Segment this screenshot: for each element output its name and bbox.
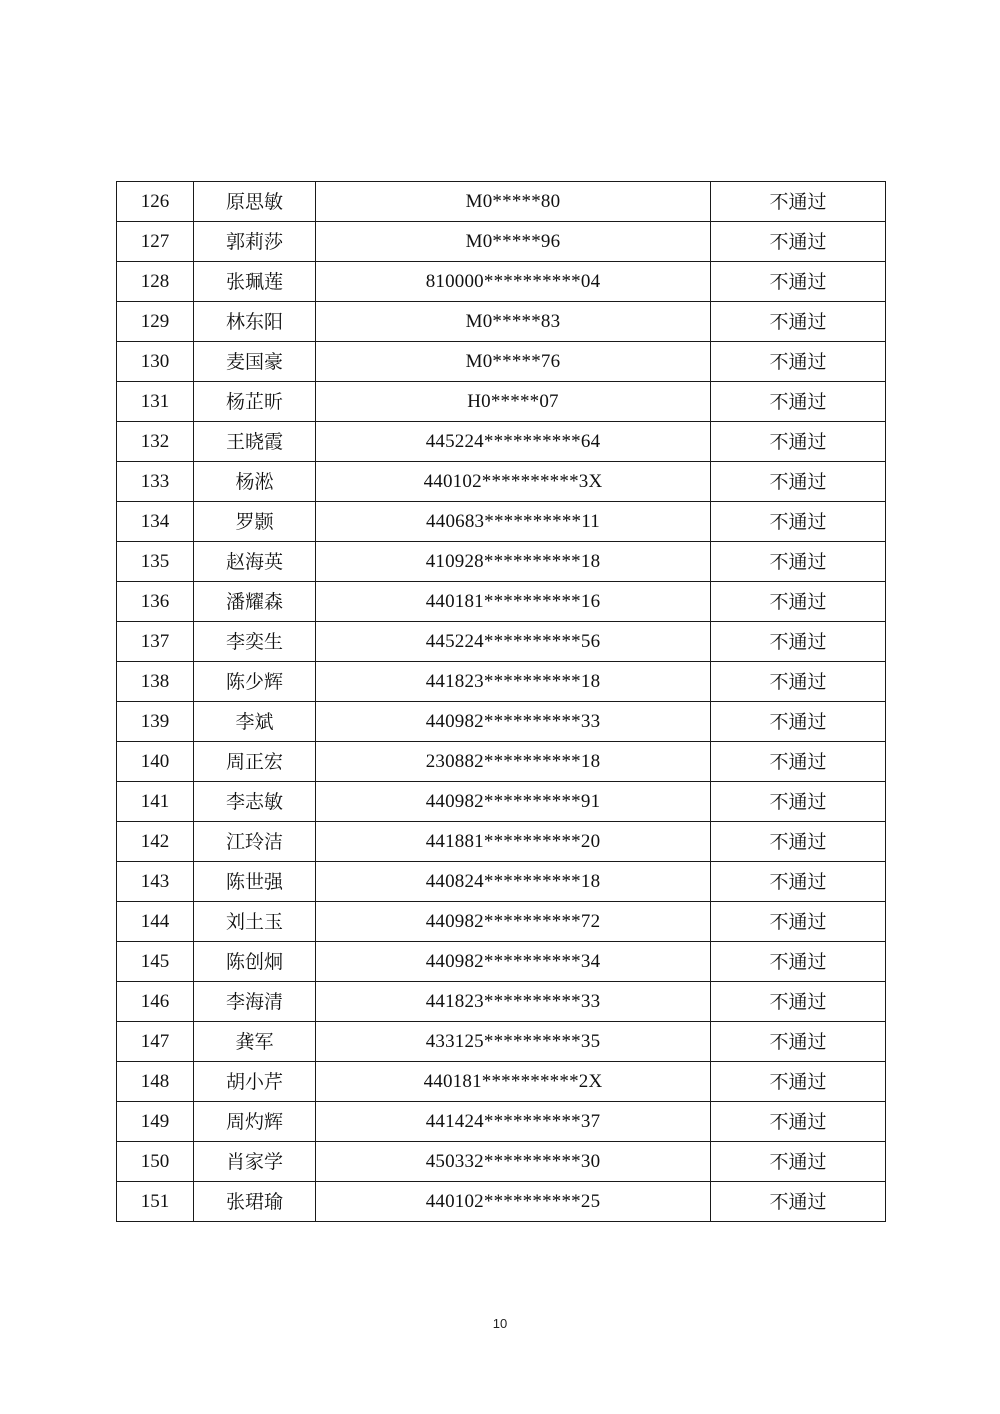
row-number-cell: 138 — [117, 662, 194, 702]
name-cell: 张珺瑜 — [194, 1182, 316, 1222]
id-number-cell: 230882**********18 — [316, 742, 711, 782]
name-cell: 周正宏 — [194, 742, 316, 782]
id-number-cell: 440102**********3X — [316, 462, 711, 502]
result-cell: 不通过 — [711, 822, 886, 862]
name-cell: 林东阳 — [194, 302, 316, 342]
table-row — [117, 1142, 886, 1182]
id-number-cell: 440824**********18 — [316, 862, 711, 902]
table-row — [117, 1062, 886, 1102]
row-number-cell: 132 — [117, 422, 194, 462]
result-cell: 不通过 — [711, 422, 886, 462]
name-cell: 刘土玉 — [194, 902, 316, 942]
result-cell: 不通过 — [711, 902, 886, 942]
row-number-cell: 134 — [117, 502, 194, 542]
table-row — [117, 462, 886, 502]
row-number-cell: 130 — [117, 342, 194, 382]
result-cell: 不通过 — [711, 702, 886, 742]
name-cell: 胡小芹 — [194, 1062, 316, 1102]
result-cell: 不通过 — [711, 582, 886, 622]
row-number-cell: 128 — [117, 262, 194, 302]
table-row — [117, 1022, 886, 1062]
row-number-cell: 136 — [117, 582, 194, 622]
id-number-cell: 441823**********18 — [316, 662, 711, 702]
id-number-cell: M0*****80 — [316, 182, 711, 222]
name-cell: 李海清 — [194, 982, 316, 1022]
row-number-cell: 144 — [117, 902, 194, 942]
id-number-cell: 445224**********56 — [316, 622, 711, 662]
id-number-cell: 440982**********33 — [316, 702, 711, 742]
row-number-cell: 139 — [117, 702, 194, 742]
result-cell: 不通过 — [711, 1182, 886, 1222]
id-number-cell: 440102**********25 — [316, 1182, 711, 1222]
table-row — [117, 182, 886, 222]
result-cell: 不通过 — [711, 622, 886, 662]
id-number-cell: 433125**********35 — [316, 1022, 711, 1062]
table-row — [117, 702, 886, 742]
id-number-cell: 450332**********30 — [316, 1142, 711, 1182]
table-row — [117, 1182, 886, 1222]
result-cell: 不通过 — [711, 782, 886, 822]
results-table — [116, 181, 886, 1222]
id-number-cell: 441424**********37 — [316, 1102, 711, 1142]
id-number-cell: 441881**********20 — [316, 822, 711, 862]
name-cell: 杨淞 — [194, 462, 316, 502]
name-cell: 李奕生 — [194, 622, 316, 662]
row-number-cell: 149 — [117, 1102, 194, 1142]
row-number-cell: 145 — [117, 942, 194, 982]
table-row — [117, 582, 886, 622]
result-cell: 不通过 — [711, 222, 886, 262]
name-cell: 张珮莲 — [194, 262, 316, 302]
name-cell: 杨芷昕 — [194, 382, 316, 422]
row-number-cell: 137 — [117, 622, 194, 662]
table-row — [117, 982, 886, 1022]
result-cell: 不通过 — [711, 942, 886, 982]
row-number-cell: 142 — [117, 822, 194, 862]
result-cell: 不通过 — [711, 742, 886, 782]
row-number-cell: 151 — [117, 1182, 194, 1222]
id-number-cell: 440982**********34 — [316, 942, 711, 982]
result-cell: 不通过 — [711, 382, 886, 422]
name-cell: 王晓霞 — [194, 422, 316, 462]
id-number-cell: 810000**********04 — [316, 262, 711, 302]
id-number-cell: M0*****76 — [316, 342, 711, 382]
result-cell: 不通过 — [711, 982, 886, 1022]
table-row — [117, 222, 886, 262]
result-cell: 不通过 — [711, 462, 886, 502]
row-number-cell: 131 — [117, 382, 194, 422]
name-cell: 肖家学 — [194, 1142, 316, 1182]
id-number-cell: M0*****83 — [316, 302, 711, 342]
name-cell: 原思敏 — [194, 182, 316, 222]
result-cell: 不通过 — [711, 182, 886, 222]
row-number-cell: 147 — [117, 1022, 194, 1062]
id-number-cell: M0*****96 — [316, 222, 711, 262]
table-row — [117, 822, 886, 862]
id-number-cell: 410928**********18 — [316, 542, 711, 582]
result-cell: 不通过 — [711, 542, 886, 582]
name-cell: 李斌 — [194, 702, 316, 742]
name-cell: 郭莉莎 — [194, 222, 316, 262]
name-cell: 赵海英 — [194, 542, 316, 582]
id-number-cell: 440181**********2X — [316, 1062, 711, 1102]
result-cell: 不通过 — [711, 1102, 886, 1142]
table-row — [117, 742, 886, 782]
name-cell: 麦国豪 — [194, 342, 316, 382]
result-cell: 不通过 — [711, 862, 886, 902]
table-row — [117, 382, 886, 422]
name-cell: 周灼辉 — [194, 1102, 316, 1142]
row-number-cell: 126 — [117, 182, 194, 222]
table-row — [117, 262, 886, 302]
id-number-cell: 440982**********72 — [316, 902, 711, 942]
name-cell: 陈创炯 — [194, 942, 316, 982]
id-number-cell: H0*****07 — [316, 382, 711, 422]
table-row — [117, 502, 886, 542]
name-cell: 江玲洁 — [194, 822, 316, 862]
table-row — [117, 942, 886, 982]
row-number-cell: 127 — [117, 222, 194, 262]
row-number-cell: 129 — [117, 302, 194, 342]
result-cell: 不通过 — [711, 502, 886, 542]
name-cell: 龚军 — [194, 1022, 316, 1062]
row-number-cell: 150 — [117, 1142, 194, 1182]
table-row — [117, 542, 886, 582]
table-row — [117, 662, 886, 702]
result-cell: 不通过 — [711, 662, 886, 702]
result-cell: 不通过 — [711, 1062, 886, 1102]
id-number-cell: 440683**********11 — [316, 502, 711, 542]
row-number-cell: 133 — [117, 462, 194, 502]
id-number-cell: 440982**********91 — [316, 782, 711, 822]
table-row — [117, 422, 886, 462]
row-number-cell: 143 — [117, 862, 194, 902]
results-table-body — [117, 182, 886, 1222]
name-cell: 陈世强 — [194, 862, 316, 902]
row-number-cell: 141 — [117, 782, 194, 822]
page-number: 10 — [492, 1316, 508, 1331]
id-number-cell: 441823**********33 — [316, 982, 711, 1022]
table-row — [117, 782, 886, 822]
result-cell: 不通过 — [711, 302, 886, 342]
result-cell: 不通过 — [711, 262, 886, 302]
id-number-cell: 445224**********64 — [316, 422, 711, 462]
row-number-cell: 146 — [117, 982, 194, 1022]
id-number-cell: 440181**********16 — [316, 582, 711, 622]
name-cell: 罗颢 — [194, 502, 316, 542]
result-cell: 不通过 — [711, 1142, 886, 1182]
row-number-cell: 148 — [117, 1062, 194, 1102]
name-cell: 李志敏 — [194, 782, 316, 822]
table-row — [117, 302, 886, 342]
name-cell: 陈少辉 — [194, 662, 316, 702]
result-cell: 不通过 — [711, 342, 886, 382]
table-row — [117, 902, 886, 942]
table-row — [117, 862, 886, 902]
result-cell: 不通过 — [711, 1022, 886, 1062]
row-number-cell: 135 — [117, 542, 194, 582]
row-number-cell: 140 — [117, 742, 194, 782]
table-row — [117, 622, 886, 662]
table-row — [117, 342, 886, 382]
table-row — [117, 1102, 886, 1142]
name-cell: 潘耀森 — [194, 582, 316, 622]
